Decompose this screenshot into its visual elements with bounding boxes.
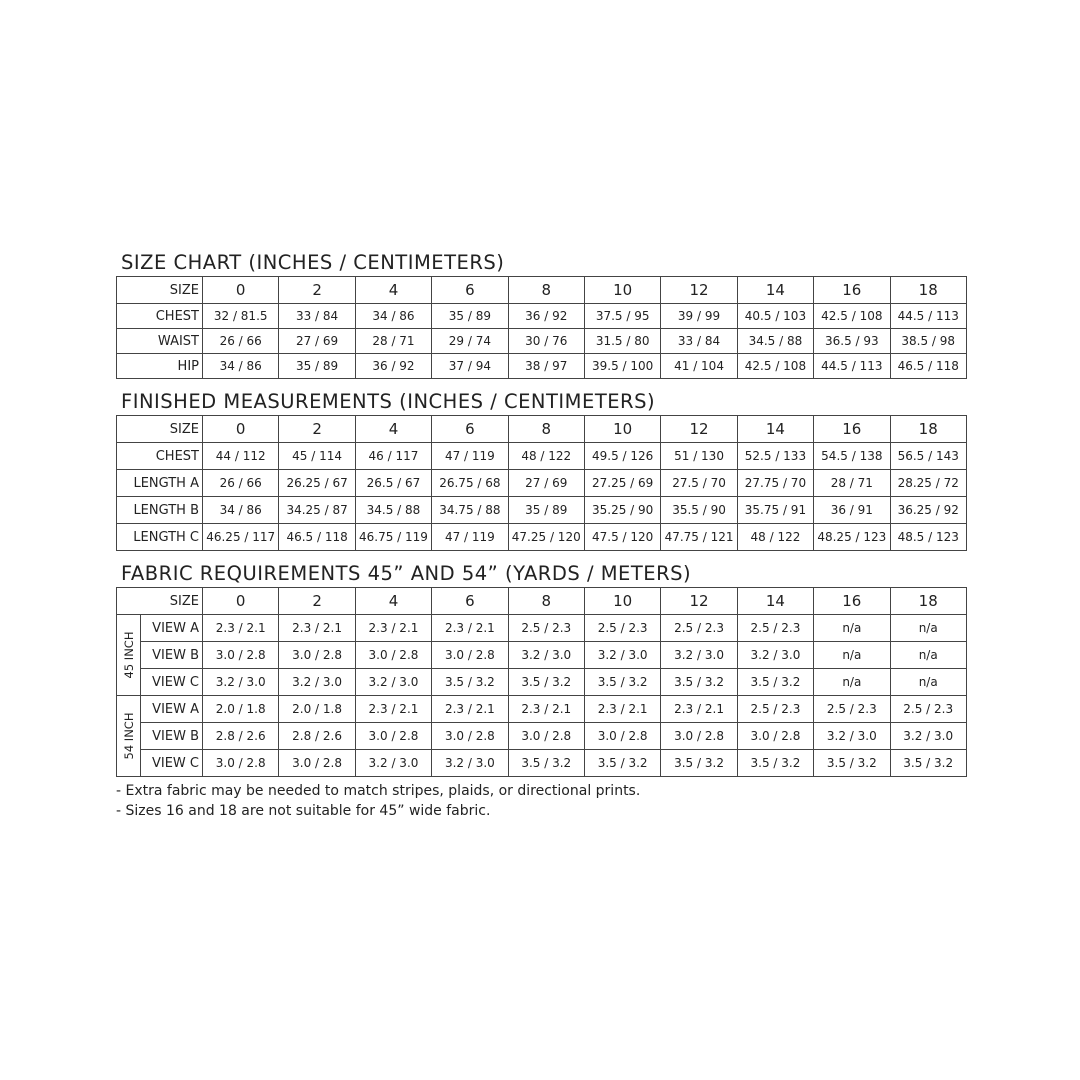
table-cell: n/a	[814, 642, 890, 669]
table-cell: 44.5 / 113	[814, 354, 890, 379]
table-cell: 46 / 117	[355, 443, 431, 470]
table-cell: 3.5 / 3.2	[584, 669, 660, 696]
table-cell: 51 / 130	[661, 443, 737, 470]
table-cell: n/a	[890, 615, 966, 642]
table-cell: 3.5 / 3.2	[508, 669, 584, 696]
table-cell: n/a	[890, 642, 966, 669]
table-cell: 2.3 / 2.1	[432, 696, 508, 723]
size-header-cell: 8	[508, 277, 584, 304]
size-header-cell: 16	[814, 588, 890, 615]
table-cell: 27 / 69	[279, 329, 355, 354]
table-cell: n/a	[814, 669, 890, 696]
table-cell: 3.0 / 2.8	[584, 723, 660, 750]
table-cell: 2.5 / 2.3	[584, 615, 660, 642]
table-cell: 28.25 / 72	[890, 470, 966, 497]
table-cell: 36 / 92	[355, 354, 431, 379]
table-cell: 2.3 / 2.1	[584, 696, 660, 723]
table-cell: 27.75 / 70	[737, 470, 813, 497]
table-cell: 2.3 / 2.1	[508, 696, 584, 723]
size-header-label: SIZE	[117, 277, 203, 304]
table-cell: 37.5 / 95	[584, 304, 660, 329]
table-row	[117, 642, 967, 669]
row-label: VIEW B	[141, 723, 203, 750]
table-cell: 33 / 84	[661, 329, 737, 354]
table-cell: 28 / 71	[355, 329, 431, 354]
table-cell: 2.3 / 2.1	[355, 615, 431, 642]
row-label: VIEW B	[141, 642, 203, 669]
table-cell: 39.5 / 100	[584, 354, 660, 379]
table-cell: 26 / 66	[203, 470, 279, 497]
size-header-cell: 4	[355, 416, 431, 443]
table-cell: 3.0 / 2.8	[432, 642, 508, 669]
row-label: VIEW C	[141, 669, 203, 696]
table-cell: 2.5 / 2.3	[890, 696, 966, 723]
fabric-width-group-label	[117, 696, 141, 777]
table-cell: 32 / 81.5	[203, 304, 279, 329]
table-cell: 3.2 / 3.0	[432, 750, 508, 777]
table-cell: 3.0 / 2.8	[508, 723, 584, 750]
table-cell: 3.2 / 3.0	[814, 723, 890, 750]
table-cell: 3.2 / 3.0	[355, 750, 431, 777]
table-cell: 2.3 / 2.1	[279, 615, 355, 642]
table-cell: 44 / 112	[203, 443, 279, 470]
size-header-cell: 8	[508, 588, 584, 615]
table-cell: 2.8 / 2.6	[203, 723, 279, 750]
note-sizes: - Sizes 16 and 18 are not suitable for 45” wide fabric.	[116, 803, 491, 819]
table-cell: 3.2 / 3.0	[355, 669, 431, 696]
table-cell: 2.0 / 1.8	[203, 696, 279, 723]
table-cell: 3.2 / 3.0	[737, 642, 813, 669]
table-cell: 49.5 / 126	[584, 443, 660, 470]
table-cell: 34.25 / 87	[279, 497, 355, 524]
table-cell: 2.3 / 2.1	[203, 615, 279, 642]
table-cell: 31.5 / 80	[584, 329, 660, 354]
table-cell: 34.75 / 88	[432, 497, 508, 524]
table-cell: 27 / 69	[508, 470, 584, 497]
table-cell: 38 / 97	[508, 354, 584, 379]
row-label: CHEST	[117, 304, 203, 329]
table-cell: 3.0 / 2.8	[432, 723, 508, 750]
fabric-width-label: 45 INCH	[121, 631, 136, 679]
table-cell: 2.5 / 2.3	[737, 696, 813, 723]
table-cell: 34.5 / 88	[355, 497, 431, 524]
table-cell: 37 / 94	[432, 354, 508, 379]
table-cell: 35.5 / 90	[661, 497, 737, 524]
table-row	[117, 750, 967, 777]
size-header-cell: 18	[890, 416, 966, 443]
table-cell: 27.5 / 70	[661, 470, 737, 497]
size-chart-title: SIZE CHART (INCHES / CENTIMETERS)	[121, 251, 505, 274]
row-label: VIEW A	[141, 615, 203, 642]
table-row	[117, 470, 967, 497]
table-cell: 40.5 / 103	[737, 304, 813, 329]
table-cell: 35.25 / 90	[584, 497, 660, 524]
table-cell: 2.3 / 2.1	[432, 615, 508, 642]
size-header-cell: 16	[814, 277, 890, 304]
table-cell: 3.5 / 3.2	[814, 750, 890, 777]
table-cell: 44.5 / 113	[890, 304, 966, 329]
finished-measurements-table	[116, 415, 967, 551]
table-cell: 26 / 66	[203, 329, 279, 354]
table-cell: 36.5 / 93	[814, 329, 890, 354]
table-cell: 27.25 / 69	[584, 470, 660, 497]
row-label: CHEST	[117, 443, 203, 470]
header-row	[117, 416, 967, 443]
table-cell: n/a	[890, 669, 966, 696]
size-header-cell: 18	[890, 277, 966, 304]
size-header-cell: 10	[584, 588, 660, 615]
size-header-cell: 6	[432, 277, 508, 304]
row-label: VIEW C	[141, 750, 203, 777]
size-header-cell: 10	[584, 416, 660, 443]
size-header-cell: 2	[279, 277, 355, 304]
size-chart-table	[116, 276, 967, 379]
table-cell: 3.0 / 2.8	[203, 750, 279, 777]
size-chart-sheet	[116, 250, 966, 821]
table-cell: 3.0 / 2.8	[355, 642, 431, 669]
table-cell: 47 / 119	[432, 524, 508, 551]
size-header-cell: 6	[432, 416, 508, 443]
row-label: LENGTH A	[117, 470, 203, 497]
size-header-cell: 12	[661, 277, 737, 304]
table-row	[117, 669, 967, 696]
table-cell: 56.5 / 143	[890, 443, 966, 470]
table-cell: 3.5 / 3.2	[890, 750, 966, 777]
header-row	[117, 588, 967, 615]
table-cell: 34.5 / 88	[737, 329, 813, 354]
size-header-label: SIZE	[117, 416, 203, 443]
table-cell: 35 / 89	[508, 497, 584, 524]
table-cell: 39 / 99	[661, 304, 737, 329]
table-cell: 3.5 / 3.2	[737, 750, 813, 777]
size-header-cell: 8	[508, 416, 584, 443]
table-row	[117, 329, 967, 354]
table-cell: 29 / 74	[432, 329, 508, 354]
fabric-width-group-label	[117, 615, 141, 696]
table-cell: 41 / 104	[661, 354, 737, 379]
table-cell: 3.0 / 2.8	[203, 642, 279, 669]
table-cell: 48 / 122	[508, 443, 584, 470]
table-cell: 35 / 89	[279, 354, 355, 379]
table-row	[117, 354, 967, 379]
table-cell: 35 / 89	[432, 304, 508, 329]
table-cell: 2.0 / 1.8	[279, 696, 355, 723]
size-header-cell: 14	[737, 588, 813, 615]
table-cell: 46.75 / 119	[355, 524, 431, 551]
table-cell: 3.0 / 2.8	[661, 723, 737, 750]
table-row	[117, 497, 967, 524]
size-header-cell: 6	[432, 588, 508, 615]
table-cell: 3.2 / 3.0	[279, 669, 355, 696]
table-cell: 52.5 / 133	[737, 443, 813, 470]
table-cell: 34 / 86	[355, 304, 431, 329]
table-cell: 3.5 / 3.2	[661, 750, 737, 777]
size-header-cell: 0	[203, 588, 279, 615]
row-label: VIEW A	[141, 696, 203, 723]
table-cell: 3.5 / 3.2	[508, 750, 584, 777]
table-cell: 3.2 / 3.0	[508, 642, 584, 669]
row-label: LENGTH C	[117, 524, 203, 551]
table-row	[117, 723, 967, 750]
header-row	[117, 277, 967, 304]
size-header-cell: 2	[279, 588, 355, 615]
table-cell: 3.5 / 3.2	[737, 669, 813, 696]
table-cell: 47.5 / 120	[584, 524, 660, 551]
size-header-cell: 4	[355, 588, 431, 615]
finished-measurements-title: FINISHED MEASUREMENTS (INCHES / CENTIMETERS)	[121, 390, 656, 413]
size-header-cell: 16	[814, 416, 890, 443]
table-cell: 46.25 / 117	[203, 524, 279, 551]
table-cell: 45 / 114	[279, 443, 355, 470]
table-cell: 54.5 / 138	[814, 443, 890, 470]
table-cell: 36 / 92	[508, 304, 584, 329]
table-cell: 3.0 / 2.8	[279, 750, 355, 777]
table-cell: 26.5 / 67	[355, 470, 431, 497]
size-header-cell: 12	[661, 416, 737, 443]
table-cell: 38.5 / 98	[890, 329, 966, 354]
table-cell: 3.2 / 3.0	[584, 642, 660, 669]
table-cell: 48 / 122	[737, 524, 813, 551]
table-cell: 46.5 / 118	[279, 524, 355, 551]
table-cell: 30 / 76	[508, 329, 584, 354]
table-cell: 46.5 / 118	[890, 354, 966, 379]
table-cell: 42.5 / 108	[737, 354, 813, 379]
notes	[116, 781, 966, 821]
table-cell: 26.25 / 67	[279, 470, 355, 497]
size-header-label: SIZE	[117, 588, 203, 615]
table-cell: 3.0 / 2.8	[355, 723, 431, 750]
table-cell: 42.5 / 108	[814, 304, 890, 329]
row-label: LENGTH B	[117, 497, 203, 524]
size-header-cell: 10	[584, 277, 660, 304]
table-cell: 48.5 / 123	[890, 524, 966, 551]
table-cell: 36 / 91	[814, 497, 890, 524]
table-cell: 28 / 71	[814, 470, 890, 497]
size-header-cell: 18	[890, 588, 966, 615]
size-header-cell: 0	[203, 416, 279, 443]
table-cell: 2.3 / 2.1	[355, 696, 431, 723]
size-header-cell: 12	[661, 588, 737, 615]
size-header-cell: 0	[203, 277, 279, 304]
fabric-requirements-table	[116, 587, 967, 777]
note-stripes: - Extra fabric may be needed to match stripes, plaids, or directional prints.	[116, 783, 641, 799]
table-cell: 34 / 86	[203, 354, 279, 379]
fabric-requirements-title: FABRIC REQUIREMENTS 45” AND 54” (YARDS / METERS)	[121, 562, 692, 585]
table-cell: 35.75 / 91	[737, 497, 813, 524]
fabric-width-label: 54 INCH	[121, 712, 136, 760]
table-cell: 26.75 / 68	[432, 470, 508, 497]
table-cell: 47 / 119	[432, 443, 508, 470]
table-cell: 3.2 / 3.0	[203, 669, 279, 696]
size-header-cell: 14	[737, 416, 813, 443]
table-cell: 2.5 / 2.3	[737, 615, 813, 642]
table-row	[117, 524, 967, 551]
table-cell: 36.25 / 92	[890, 497, 966, 524]
table-cell: 47.25 / 120	[508, 524, 584, 551]
table-cell: 3.0 / 2.8	[279, 642, 355, 669]
table-cell: 3.2 / 3.0	[890, 723, 966, 750]
table-cell: 3.5 / 3.2	[432, 669, 508, 696]
size-header-cell: 14	[737, 277, 813, 304]
table-cell: 3.5 / 3.2	[661, 669, 737, 696]
table-cell: 3.2 / 3.0	[661, 642, 737, 669]
table-cell: 48.25 / 123	[814, 524, 890, 551]
size-header-cell: 4	[355, 277, 431, 304]
table-row	[117, 443, 967, 470]
table-cell: 2.5 / 2.3	[661, 615, 737, 642]
table-cell: 2.3 / 2.1	[661, 696, 737, 723]
row-label: WAIST	[117, 329, 203, 354]
table-cell: 47.75 / 121	[661, 524, 737, 551]
table-cell: 3.5 / 3.2	[584, 750, 660, 777]
table-cell: 34 / 86	[203, 497, 279, 524]
table-cell: 2.8 / 2.6	[279, 723, 355, 750]
table-row	[117, 304, 967, 329]
row-label: HIP	[117, 354, 203, 379]
table-row	[117, 615, 967, 642]
table-cell: 2.5 / 2.3	[508, 615, 584, 642]
table-cell: n/a	[814, 615, 890, 642]
table-cell: 3.0 / 2.8	[737, 723, 813, 750]
table-row	[117, 696, 967, 723]
table-cell: 33 / 84	[279, 304, 355, 329]
size-header-cell: 2	[279, 416, 355, 443]
table-cell: 2.5 / 2.3	[814, 696, 890, 723]
